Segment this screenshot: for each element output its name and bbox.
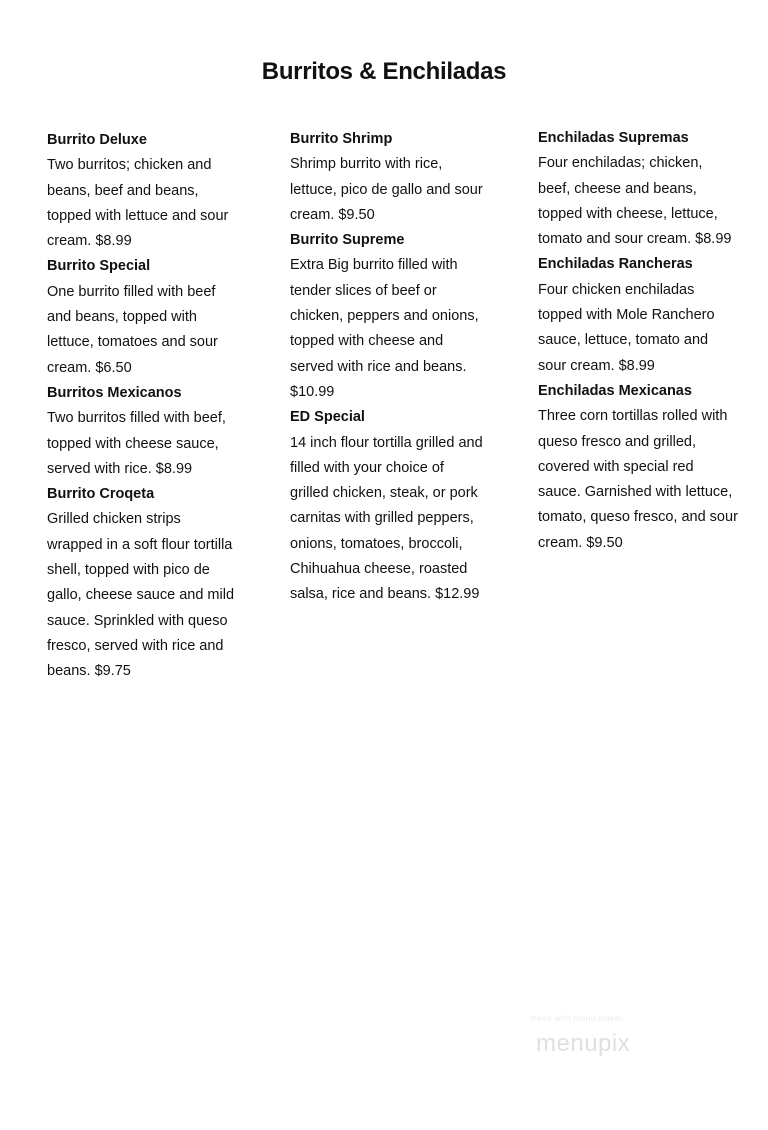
item-name: Burritos Mexicanos <box>47 384 182 401</box>
item-description: Four enchiladas; chicken, beef, cheese and beans, topped with cheese, lettuce, tomato and sour cream. $8.99 <box>538 155 732 248</box>
item-description: One burrito filled with beef and beans, topped with lettuce, tomatoes and sour cream. $6.50 <box>47 283 218 376</box>
item-description: Grilled chicken strips wrapped in a soft flour tortilla shell, topped with pico de gallo, cheese sauce and mild sauce. Sprinkled with queso fresco, served with rice and beans. $9.75 <box>47 511 235 680</box>
menu-column-1 <box>47 128 237 685</box>
item-name: Burrito Croqeta <box>47 486 155 503</box>
item-description: Shrimp burrito with rice, lettuce, pico de gallo and sour cream. $9.50 <box>290 156 483 223</box>
item-name: Burrito Shrimp <box>290 131 393 147</box>
menu-column-3 <box>538 126 738 556</box>
menu-item <box>290 127 485 228</box>
menu-item <box>47 254 237 380</box>
menu-item <box>47 381 237 482</box>
item-name: Enchiladas Rancheras <box>538 256 693 273</box>
item-description: Three corn tortillas rolled with queso fresco and grilled, covered with special red sauce. Garnished with lettuce, tomato, queso fresco, and sour cream. $9.50 <box>538 408 738 551</box>
item-description: 14 inch flour tortilla grilled and filled with your choice of grilled chicken, steak, or pork carnitas with grilled peppers, onions, tomatoes, broccoli, Chihuahua cheese, roasted salsa, rice and beans. $12.99 <box>290 434 483 603</box>
item-description: Extra Big burrito filled with tender slices of beef or chicken, peppers and onions, topped with cheese and served with rice and beans. $10.99 <box>290 257 479 400</box>
item-name: Burrito Supreme <box>290 232 405 249</box>
item-description: Four chicken enchiladas topped with Mole Ranchero sauce, lettuce, tomato and sour cream. $8.99 <box>538 281 715 374</box>
item-description: Two burritos; chicken and beans, beef and beans, topped with lettuce and sour cream. $8.99 <box>47 157 229 250</box>
item-description: Two burritos filled with beef, topped with cheese sauce, served with rice. $8.99 <box>47 410 226 477</box>
item-name: Burrito Deluxe <box>47 132 147 148</box>
menu-item <box>538 126 738 252</box>
item-name: ED Special <box>290 409 365 426</box>
item-name: Burrito Special <box>47 258 151 275</box>
menupix-watermark <box>530 1012 690 1072</box>
page-title: Burritos & Enchiladas <box>261 58 507 85</box>
watermark-tagline: made with menu maker <box>530 1014 624 1023</box>
item-name: Enchiladas Supremas <box>538 130 689 146</box>
menu-item <box>538 252 738 378</box>
menu-item <box>290 228 485 405</box>
menu-item <box>47 482 237 684</box>
menu-item <box>290 405 485 607</box>
item-name: Enchiladas Mexicanas <box>538 382 692 399</box>
menu-item <box>47 128 237 254</box>
menu-item <box>538 379 738 556</box>
menupix-logo: menupix <box>536 1030 631 1057</box>
menu-column-2 <box>290 127 485 608</box>
